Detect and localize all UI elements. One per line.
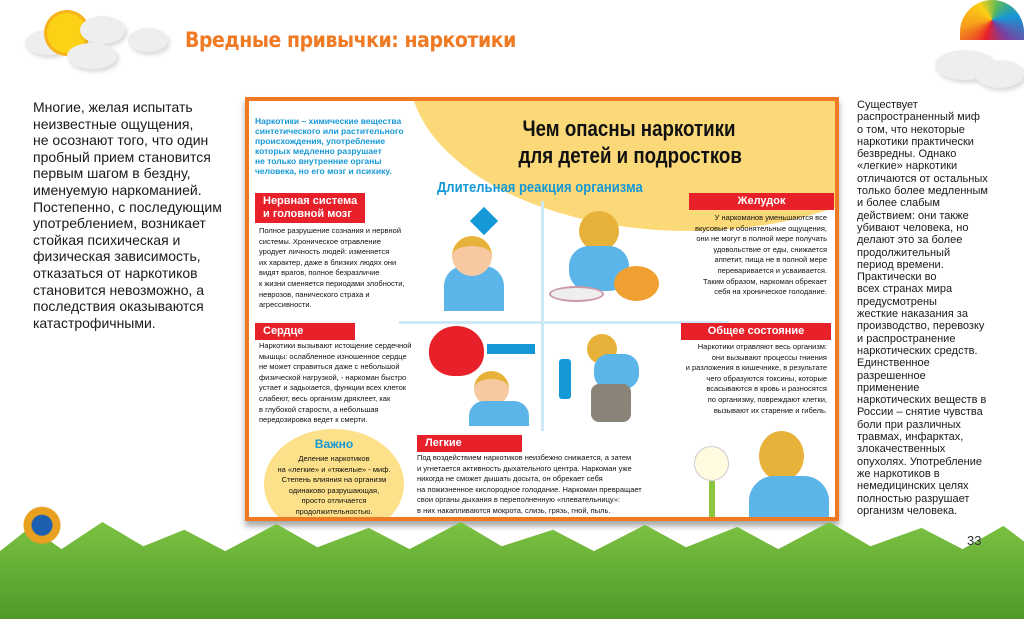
divider — [399, 321, 729, 324]
text-important: Деление наркотиков на «легкие» и «тяжелые» - миф. Степень влияния на организм одинаково разрушающая, просто отличается продолжительностью. — [277, 454, 391, 516]
text-nervous-system: Полное разрушение сознания и нервной системы. Хроническое отравление уродует личность людей: изменяется их характер, даже в близких людях они видят врагов, полное безразличие к жизни сменяется периодами злобности, неврозов, панического страха и агрессивности. — [259, 226, 405, 310]
label-important: Важно — [314, 437, 354, 451]
boy-with-bottle-illustration — [434, 211, 524, 311]
emercom-emblem-icon — [22, 495, 62, 550]
label-nervous-system: Нервная система и головной мозг — [255, 193, 365, 223]
bent-man-with-syringe-illustration — [549, 329, 644, 424]
poster-title: Чем опасны наркотики для детей и подростков — [518, 116, 742, 168]
drugs-danger-poster — [245, 97, 839, 521]
text-heart: Наркотики вызывают истощение сердечной мышцы: ослабленное изношенное сердце не может справиться даже с небольшой физической нагрузкой, - наркоман быстро устает и задыхается, функции всех клеток слабеют, весь организм дряхлеет, как в глубокой старости, а небольшая передозировка ведет к смерти. — [259, 341, 412, 425]
myth-paragraph: Существует распространенный миф о том, что некоторые наркотики практически безвредны. Однако «легкие» наркотики отличаются от остальных только более медленным и более слабым действием: они также убивают человека, но делают это за более продолжительный период времени. Практически во всех странах мира предусмотрены жесткие наказания за производство, перевозку и распространение наркотических средств. Единственное разрешенное применение наркотических веществ в России – снятие чувства боли при различных травмах, инфарктах, злокачественных опухолях. Употребление же наркотиков в немедицинских целях полностью разрушает организм человека. — [857, 99, 988, 517]
label-lungs: Легкие — [417, 435, 522, 452]
label-heart: Сердце — [255, 323, 355, 340]
poster-intro: Наркотики – химические вещества синтетического или растительного происхождения, употребление которых медленно разрушает не только внутренние органы человека, но его мозг и психику. — [255, 116, 404, 176]
poster-subtitle: Длительная реакция организма — [437, 180, 643, 196]
sun-clouds-decoration — [25, 8, 175, 78]
page-title: Вредные привычки: наркотики — [185, 28, 516, 52]
intro-paragraph: Многие, желая испытать неизвестные ощущения, не осознают того, что один пробный прием становится первым шагом в бездну, именуемую наркоманией. Постепенно, с последующим употреблением, возникает стойкая психическая и физическая зависимость, отказаться от наркотиков становится невозможно, а последствия оказываются катастрофичными. — [33, 99, 222, 331]
text-lungs: Под воздействием наркотиков неизбежно снижается, а затем и угнетается активность дыхательного центра. Наркоман уже никогда не сможет дышать досыта, он обрекает себя на пожизненное кислородное голодание. Наркоман превращает свои органы дыхания в переполненную «плевательницу»: в них накапливаются мокрота, слизь, грязь, гной, пыль. — [417, 453, 642, 515]
umbrella-icon — [960, 0, 1024, 40]
boy-with-food-illustration — [549, 211, 664, 311]
boy-with-heart-balloon-illustration — [429, 326, 539, 431]
man-with-dandelion-illustration — [669, 431, 834, 521]
page-number: 33 — [967, 533, 982, 548]
text-general-state: Наркотики отравляют весь организм: они вызывают процессы гниения и разложения в кишечнике, в результате чего образуются токсины, которые всасываются в кровь и разносятся по организму, повреждают клетки, вызывают их старение и гибель. — [685, 342, 827, 415]
divider — [541, 201, 544, 431]
umbrella-clouds-decoration — [935, 0, 1024, 95]
label-stomach: Желудок — [689, 193, 834, 210]
label-general-state: Общее состояние — [681, 323, 831, 340]
grass-decoration — [0, 522, 1024, 619]
text-stomach: У наркоманов уменьшаются все вкусовые и обонятельные ощущения, они не могут в полной мере получать удовольствие от еды, снижается аппетит, пища не в полной мере переваривается и усваивается. Таким образом, наркоман обрекает себя на хроническое голодание. — [694, 213, 827, 297]
